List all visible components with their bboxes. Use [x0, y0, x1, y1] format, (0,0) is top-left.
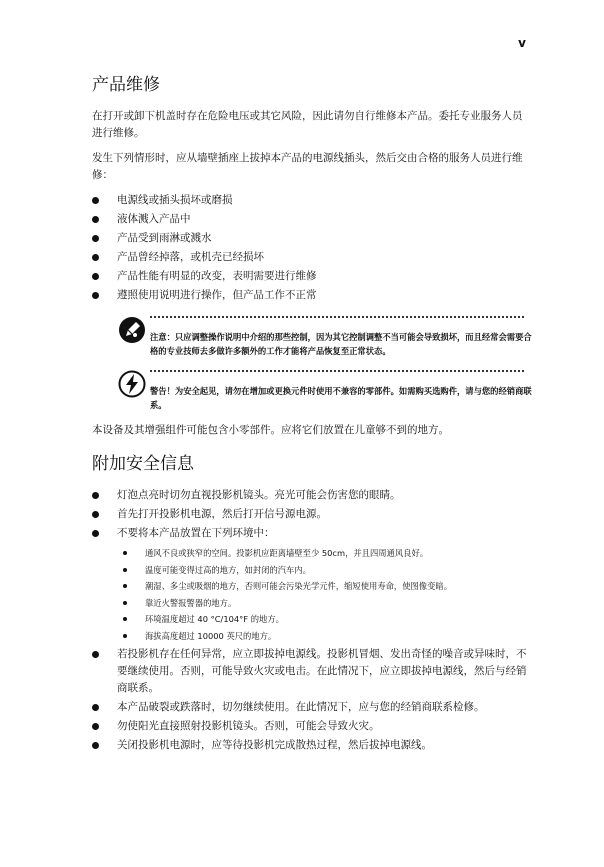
sublist-item: 温度可能变得过高的地方，如封闭的汽车内。	[117, 562, 532, 579]
sublist-item: 靠近火警报警器的地方。	[117, 595, 532, 612]
document-body	[92, 74, 532, 756]
bullet-dot	[92, 273, 99, 280]
section-title-additional-safety: 附加安全信息	[92, 454, 194, 474]
bullet-dot	[92, 216, 99, 223]
bullet-dot	[92, 651, 99, 658]
warning-callout	[92, 370, 532, 412]
bullet-dot	[92, 511, 99, 518]
sub-bullet-dot	[123, 617, 127, 621]
warning-text: 警告！为安全起见，请勿在增加或更换元件时使用不兼容的零部件。如需购买选购件，请与您的经销商联系。	[150, 386, 532, 410]
list-item: 产品受到雨淋或溅水	[92, 230, 532, 247]
list-item: 产品性能有明显的改变，表明需要进行维修	[92, 268, 532, 285]
list-item: 灯泡点亮时切勿直视投影机镜头。亮光可能会伤害您的眼睛。	[92, 487, 532, 504]
sub-bullet-dot	[123, 601, 127, 605]
list-item: 电源线或插头损坏或磨损	[92, 192, 532, 209]
warning-divider	[150, 370, 524, 372]
note-text: 注意：只应调整操作说明中介绍的那些控制，因为其它控制调整不当可能会导致损坏，而且经常会需要合格的专业技师去多做许多额外的工作才能将产品恢复至正常状态。	[150, 332, 532, 356]
list-item: 液体溅入产品中	[92, 211, 532, 228]
environment-sublist	[117, 545, 532, 644]
list-item: 本产品破裂或跌落时，切勿继续使用。在此情况下，应与您的经销商联系检修。	[92, 699, 532, 716]
small-parts-paragraph: 本设备及其增强组件可能包含小零部件。应将它们放置在儿童够不到的地方。	[92, 424, 449, 436]
list-item: 若投影机存在任何异常，应立即拔掉电源线。投影机冒烟、发出奇怪的噪音或异味时，不要继续使用。否则，可能导致火灾或电击。在此情况下，应立即拔掉电源线，然后与经销商联系。	[92, 646, 532, 697]
safety-list	[92, 487, 532, 754]
bullet-dot	[92, 292, 99, 299]
sub-bullet-dot	[123, 568, 127, 572]
bullet-dot	[92, 197, 99, 204]
list-item: 首先打开投影机电源，然后打开信号源电源。	[92, 506, 532, 523]
sublist-item: 通风不良或狭窄的空间。投影机应距离墙壁至少 50cm，并且四周通风良好。	[117, 545, 532, 562]
note-callout	[92, 316, 532, 358]
list-item: 遵照使用说明进行操作，但产品工作不正常	[92, 287, 532, 304]
sublist-item: 潮湿、多尘或吸烟的地方，否则可能会污染光学元件，缩短使用寿命，使图像变暗。	[117, 578, 532, 595]
bullet-dot	[92, 742, 99, 749]
bullet-dot	[92, 704, 99, 711]
list-item: 勿使阳光直接照射投影机镜头。否则，可能会导致火灾。	[92, 718, 532, 735]
page-number: v	[518, 36, 526, 50]
bullet-dot	[92, 254, 99, 261]
sub-bullet-dot	[123, 551, 127, 555]
list-item: 产品曾经掉落，或机壳已经损坏	[92, 249, 532, 266]
note-divider	[150, 316, 524, 318]
service-paragraph: 在打开或卸下机盖时存在危险电压或其它风险，因此请勿自行维修本产品。委托专业服务人员进行维修。	[92, 110, 523, 139]
list-item: 关闭投影机电源时，应等待投影机完成散热过程，然后拔掉电源线。	[92, 737, 532, 754]
lightning-warning-icon	[118, 370, 146, 398]
sub-bullet-dot	[123, 584, 127, 588]
bullet-dot	[92, 723, 99, 730]
section-title-product-service: 产品维修	[92, 75, 160, 95]
sublist-item: 环境温度超过 40 °C/104°F 的地方。	[117, 611, 532, 628]
pencil-note-icon	[118, 316, 146, 344]
sub-bullet-dot	[123, 634, 127, 638]
bullet-dot	[92, 235, 99, 242]
list-item: 不要将本产品放置在下列环境中： 通风不良或狭窄的空间。投影机应距离墙壁至少 50cm，并且四周通风良好。 温度可能变得过高的地方，如封闭的汽车内。 潮湿、多尘或吸烟的地方，否则可能会污染光学元件，缩短使用寿命，使图像变暗。 靠近火警报警器的地方。 环境温度超过 40 °C/104°F 的地方。 海拔高度超过 10000 英尺的地方。	[92, 525, 532, 644]
bullet-dot	[92, 492, 99, 499]
sublist-item: 海拔高度超过 10000 英尺的地方。	[117, 628, 532, 645]
service-conditions-list	[92, 192, 532, 304]
unplug-paragraph: 发生下列情形时，应从墙壁插座上拔掉本产品的电源线插头，然后交由合格的服务人员进行维修：	[92, 152, 523, 181]
bullet-dot	[92, 530, 99, 537]
